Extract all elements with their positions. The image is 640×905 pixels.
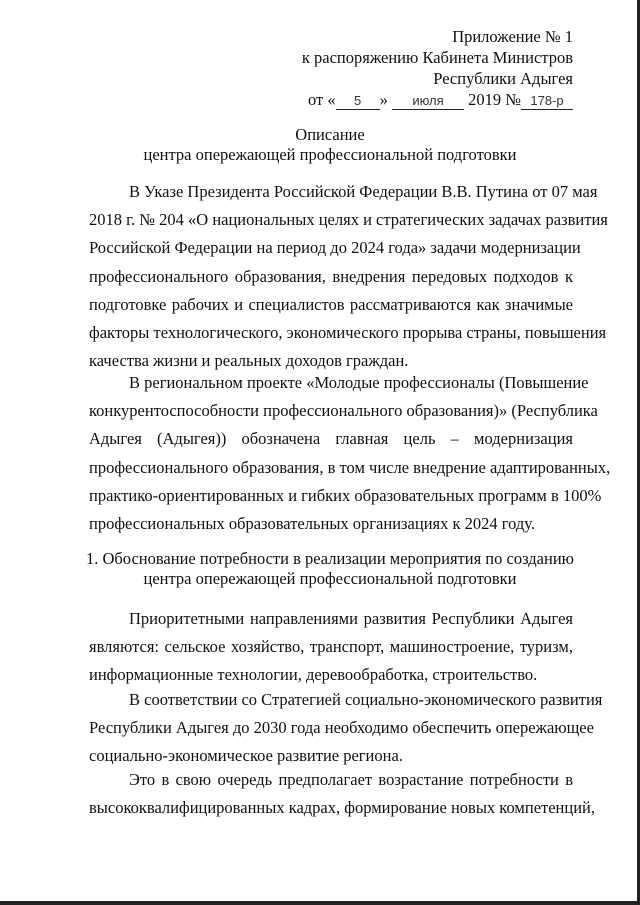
section-1-heading — [60, 549, 600, 589]
paragraph-line: информационные технологии, деревообработка, строительство. — [89, 665, 538, 685]
appendix-date-line — [302, 89, 573, 110]
paragraph-5 — [89, 766, 595, 822]
date-quote-close: » — [379, 90, 388, 109]
title-line-2: центра опережающей профессиональной подготовки — [143, 145, 517, 164]
paragraph-line: являются: сельское хозяйство, транспорт, машиностроение, туризм, — [89, 637, 573, 657]
paragraph-line: практико-ориентированных и гибких образовательных программ в 100% — [89, 485, 602, 505]
paragraph-line: 2018 г. № 204 «О национальных целях и стратегических задачах развития — [89, 210, 608, 230]
paragraph-line: качества жизни и реальных доходов граждан. — [89, 351, 409, 371]
paragraph-2 — [89, 369, 611, 538]
paragraph-line: профессиональных образовательных организациях к 2024 году. — [89, 514, 536, 534]
section-heading-line-2: центра опережающей профессиональной подготовки — [143, 569, 517, 588]
paragraph-line: Это в свою очередь предполагает возрастание потребности в — [129, 770, 573, 789]
paragraph-line: В региональном проекте «Молодые профессионалы (Повышение — [129, 373, 589, 392]
section-heading-line-1: 1. Обоснование потребности в реализации мероприятия по созданию — [85, 549, 574, 568]
paragraph-1 — [89, 178, 608, 375]
paragraph-line: социально-экономическое развитие региона. — [89, 746, 403, 766]
appendix-title: Приложение № 1 — [452, 27, 573, 46]
title-line-1: Описание — [295, 125, 365, 144]
paragraph-line: профессионального образования, внедрения передовых подходов к — [89, 266, 573, 286]
number-sign: № — [505, 90, 521, 109]
paragraph-line: конкурентоспособности профессионального образования)» (Республика — [89, 401, 598, 421]
paragraph-line: профессионального образования, в том числе внедрение адаптированных, — [89, 457, 611, 477]
paragraph-line: Российской Федерации на период до 2024 года» задачи модернизации — [89, 238, 581, 258]
paragraph-line: Приоритетными направлениями развития Республики Адыгея — [129, 609, 573, 628]
paragraph-3 — [89, 605, 573, 690]
paragraph-line: В соответствии со Стратегией социально-экономического развития — [129, 690, 603, 709]
date-day: 5 — [336, 93, 380, 110]
paragraph-line: высококвалифицированных кадрах, формирование новых компетенций, — [89, 798, 595, 818]
appendix-header — [302, 26, 573, 110]
date-prefix: от « — [308, 90, 336, 109]
paragraph-line: Республики Адыгея до 2030 года необходимо обеспечить опережающее — [89, 718, 594, 738]
order-number: 178-р — [521, 93, 573, 110]
paragraph-line: факторы технологического, экономического прорыва страны, повышения — [89, 323, 607, 343]
appendix-order-line: к распоряжению Кабинета Министров — [301, 48, 573, 67]
paragraph-line: Адыгея (Адыгея)) обозначена главная цель – модернизация — [89, 429, 573, 449]
paragraph-line: В Указе Президента Российской Федерации В.В. Путина от 07 мая — [129, 182, 598, 201]
document-title — [60, 125, 600, 165]
scan-edge-bottom — [0, 901, 640, 905]
paragraph-4 — [89, 686, 603, 771]
date-year: 2019 — [468, 90, 502, 109]
paragraph-line: подготовке рабочих и специалистов рассматриваются как значимые — [89, 294, 573, 314]
appendix-republic-line: Республики Адыгея — [433, 69, 573, 88]
date-month: июля — [392, 93, 464, 110]
